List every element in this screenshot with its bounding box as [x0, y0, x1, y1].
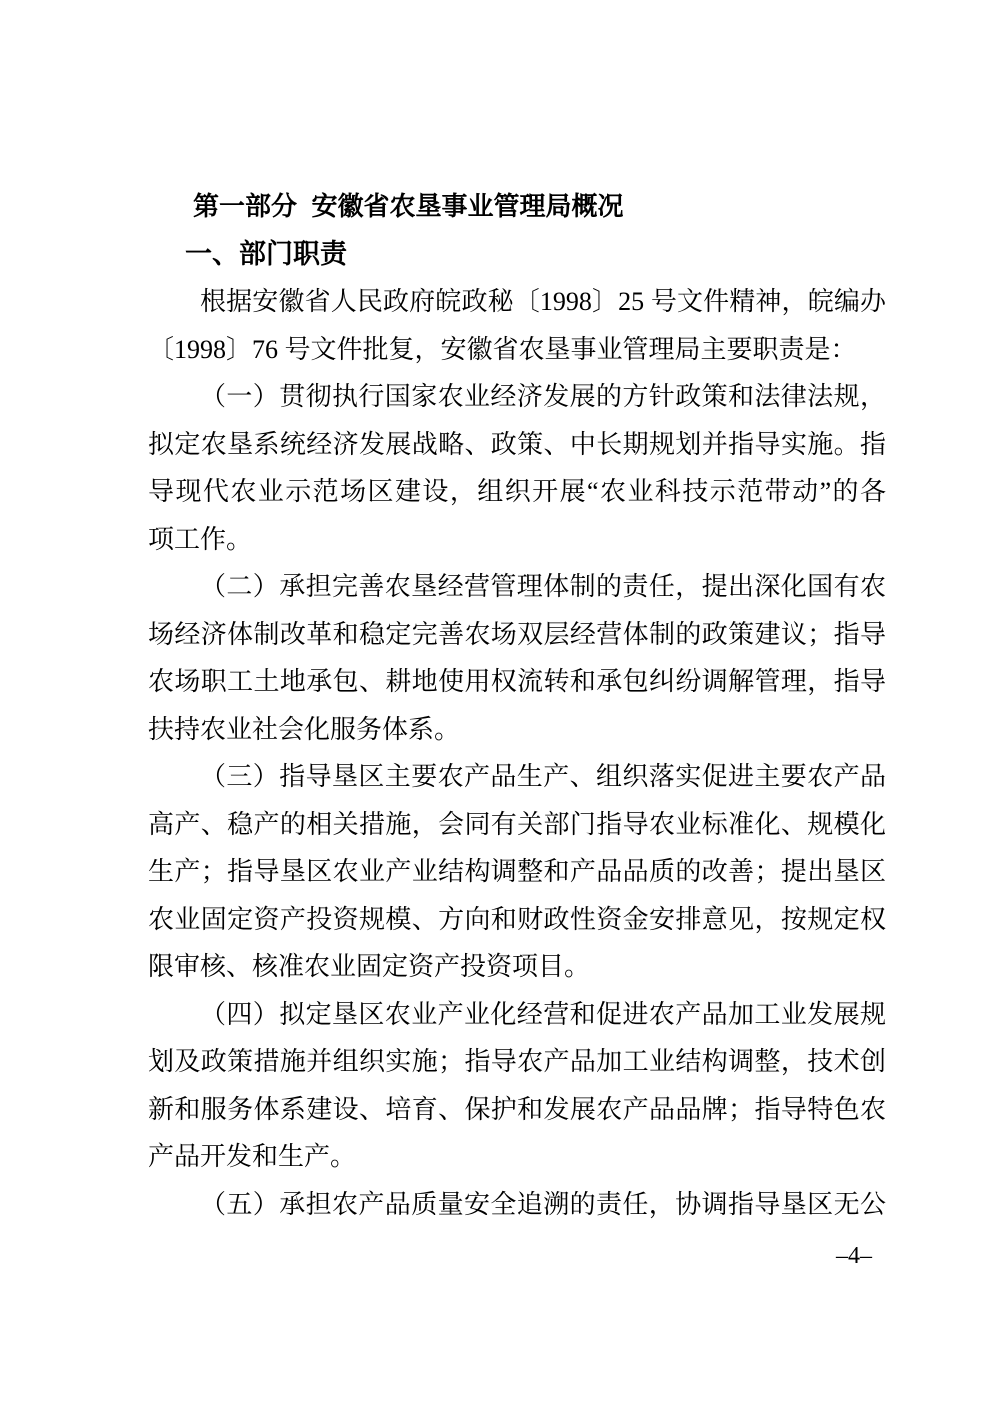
document-line: 农场职工土地承包、耕地使用权流转和承包纠纷调解管理，指导	[148, 667, 886, 696]
document-line: 场经济体制改革和稳定完善农场双层经营体制的政策建议；指导	[148, 619, 886, 649]
document-line: 项工作。	[148, 524, 253, 554]
paragraph	[148, 753, 886, 991]
document-line: （四）拟定垦区农业产业化经营和促进农产品加工业发展规	[200, 999, 886, 1029]
document-line: 高产、稳产的相关措施，会同有关部门指导农业标准化、规模化	[148, 809, 886, 839]
document-line: 农业固定资产投资规模、方向和财政性资金安排意见，按规定权	[148, 904, 886, 934]
document-line: 生产；指导垦区农业产业结构调整和产品品质的改善；提出垦区	[148, 857, 886, 886]
document-line: 新和服务体系建设、培育、保护和发展农产品品牌；指导特色农	[148, 1094, 886, 1124]
document-line: 〔1998〕76 号文件批复，安徽省农垦事业管理局主要职责是：	[148, 334, 857, 364]
paragraph	[148, 278, 886, 373]
document-line: 根据安徽省人民政府皖政秘〔1998〕25 号文件精神，皖编办	[200, 287, 886, 316]
document-body	[148, 278, 886, 1228]
part-heading: 第一部分 安徽省农垦事业管理局概况	[193, 191, 624, 221]
document-line: 拟定农垦系统经济发展战略、政策、中长期规划并指导实施。指	[148, 429, 886, 459]
page-footer	[148, 1244, 886, 1268]
page-number: –4–	[836, 1243, 872, 1269]
document-line: （二）承担完善农垦经营管理体制的责任，提出深化国有农	[200, 572, 886, 601]
document-line: 划及政策措施并组织实施；指导农产品加工业结构调整，技术创	[148, 1047, 886, 1076]
document-line: 限审核、核准农业固定资产投资项目。	[148, 952, 591, 981]
section-heading: 一、部门职责	[185, 239, 347, 269]
paragraph	[148, 991, 886, 1181]
document-line: 产品开发和生产。	[148, 1142, 357, 1171]
paragraph	[148, 373, 886, 563]
document-line: 扶持农业社会化服务体系。	[148, 714, 461, 744]
document-line: （三）指导垦区主要农产品生产、组织落实促进主要农产品	[200, 762, 886, 791]
paragraph	[148, 563, 886, 753]
document-line: （一）贯彻执行国家农业经济发展的方针政策和法律法规，	[200, 382, 886, 411]
paragraph	[148, 1181, 886, 1229]
document-line: 导现代农业示范场区建设，组织开展“农业科技示范带动”的各	[148, 477, 886, 506]
document-line: （五）承担农产品质量安全追溯的责任，协调指导垦区无公	[200, 1189, 886, 1219]
